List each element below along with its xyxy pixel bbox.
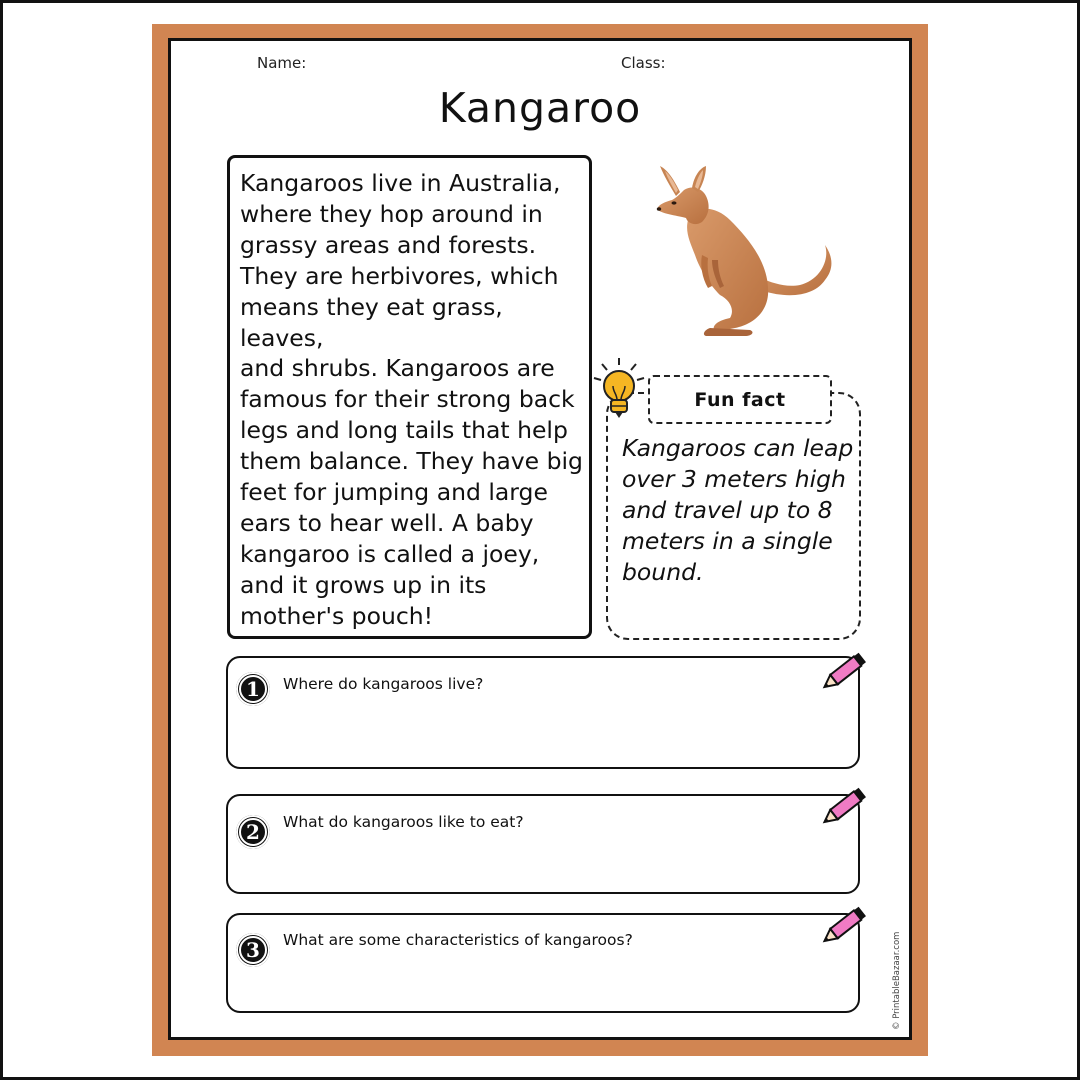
lightbulb-icon bbox=[590, 356, 648, 424]
page-title: Kangaroo bbox=[438, 84, 642, 132]
question-number-badge: 2 bbox=[239, 818, 267, 846]
pencil-icon bbox=[818, 785, 870, 831]
passage-line: and shrubs. Kangaroos are bbox=[240, 354, 555, 383]
passage-line: and it grows up in its bbox=[240, 570, 487, 599]
question-number-1 bbox=[236, 672, 270, 706]
fun-fact-text bbox=[622, 433, 857, 588]
kangaroo-illustration bbox=[640, 160, 850, 345]
fun-fact-line: bound. bbox=[622, 558, 704, 586]
question-number-badge: 3 bbox=[239, 936, 267, 964]
passage-line: feet for jumping and large bbox=[240, 478, 548, 507]
fun-fact-line: and travel up to 8 bbox=[622, 496, 833, 524]
fun-fact-line: meters in a single bbox=[622, 527, 833, 555]
fun-fact-line: Kangaroos can leap bbox=[622, 434, 854, 462]
question-3-text: What are some characteristics of kangaroos? bbox=[283, 931, 633, 949]
question-number-2 bbox=[236, 815, 270, 849]
answer-box-1[interactable] bbox=[226, 656, 860, 769]
question-number-3 bbox=[236, 933, 270, 967]
pencil-icon bbox=[818, 904, 870, 950]
passage-line: famous for their strong back bbox=[240, 385, 575, 414]
passage-line: grassy areas and forests. bbox=[240, 230, 537, 259]
passage-line: them balance. They have big bbox=[240, 447, 583, 476]
passage-line: mother's pouch! bbox=[240, 601, 434, 630]
fun-fact-line: over 3 meters high bbox=[622, 465, 846, 493]
passage-line: They are herbivores, which bbox=[240, 261, 559, 290]
question-number-badge: 1 bbox=[239, 675, 267, 703]
class-label: Class: bbox=[621, 54, 666, 72]
passage-line: means they eat grass, leaves, bbox=[240, 292, 503, 352]
name-label: Name: bbox=[257, 54, 307, 72]
pencil-icon bbox=[818, 650, 870, 696]
passage-line: where they hop around in bbox=[240, 199, 543, 228]
answer-box-3[interactable] bbox=[226, 913, 860, 1013]
question-2-text: What do kangaroos like to eat? bbox=[283, 813, 524, 831]
passage-line: kangaroo is called a joey, bbox=[240, 539, 540, 568]
copyright-text: © PrintableBazaar.com bbox=[892, 931, 902, 1030]
question-1-text: Where do kangaroos live? bbox=[283, 675, 484, 693]
passage-text bbox=[240, 168, 585, 632]
answer-box-2[interactable] bbox=[226, 794, 860, 894]
passage-line: ears to hear well. A baby bbox=[240, 508, 534, 537]
passage-line: legs and long tails that help bbox=[240, 416, 568, 445]
fun-fact-label: Fun fact bbox=[648, 375, 832, 424]
passage-line: Kangaroos live in Australia, bbox=[240, 169, 561, 197]
